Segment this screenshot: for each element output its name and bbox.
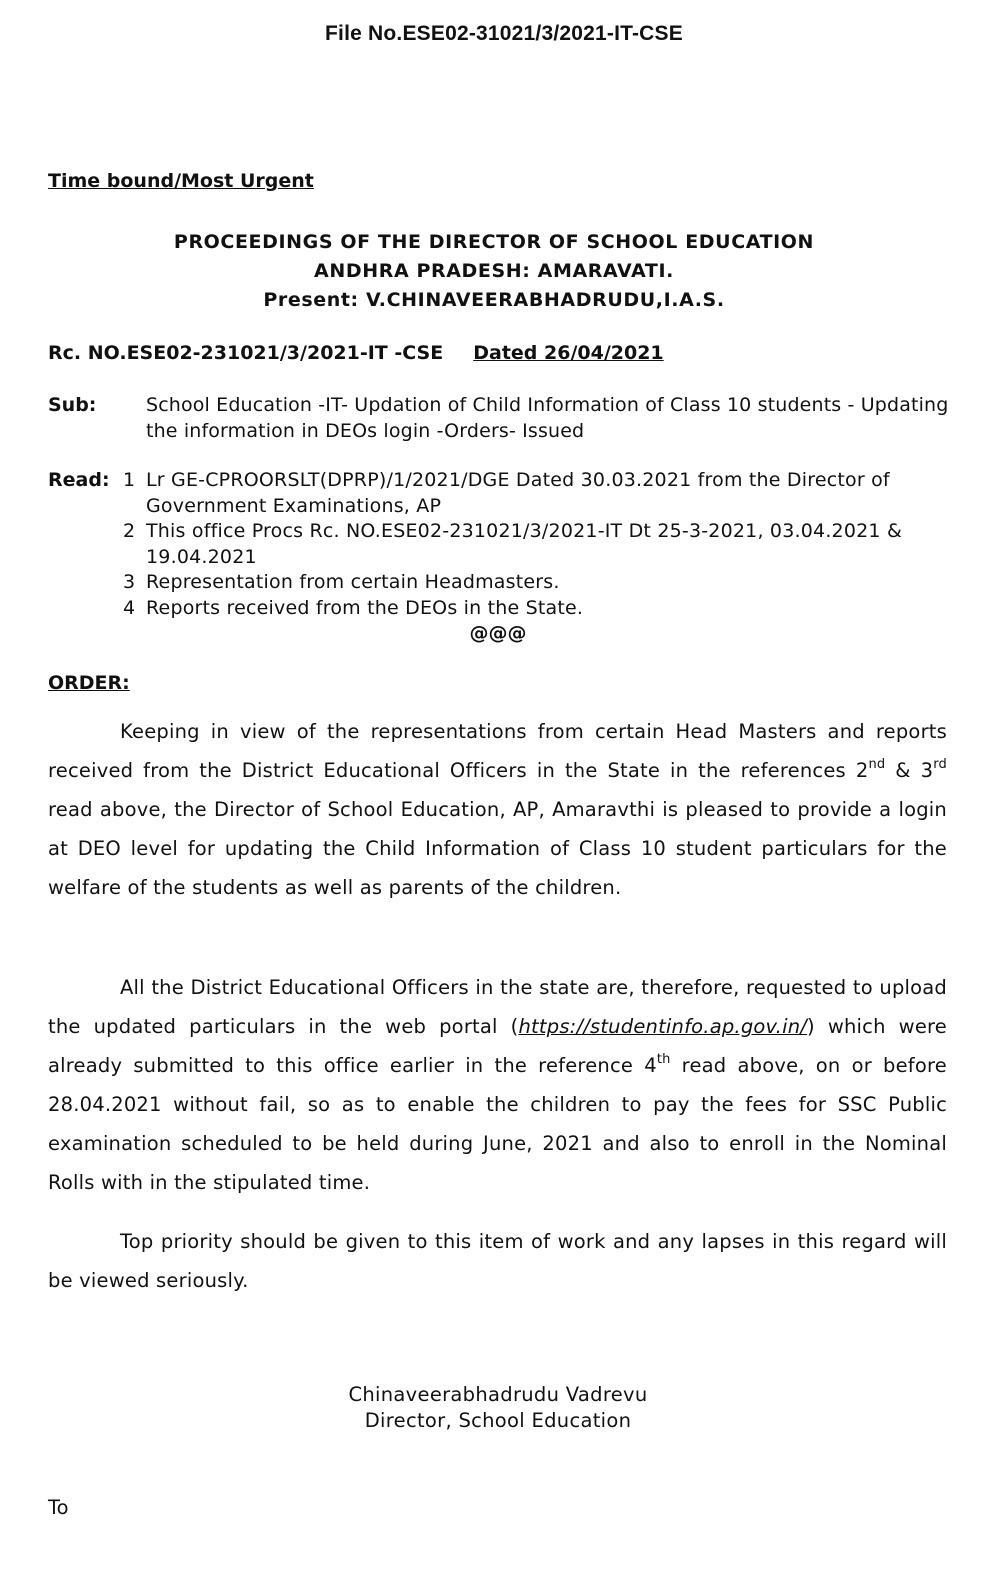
rc-date: Dated 26/04/2021 bbox=[473, 342, 664, 364]
to-label: To bbox=[48, 1496, 69, 1519]
read-item-text: Reports received from the DEOs in the State. bbox=[146, 596, 584, 619]
read-item-text: Lr GE-CPROORSLT(DPRP)/1/2021/DGE Dated 30.03.2021 from the Director of Government Examinations, AP bbox=[146, 469, 890, 517]
read-item-number: 2 bbox=[123, 520, 136, 542]
subject-label: Sub: bbox=[48, 394, 97, 416]
read-item bbox=[48, 519, 958, 570]
order-paragraph-2: All the District Educational Officers in the state are, therefore, requested to upload the updated particulars in the web portal (https://studentinfo.ap.gov.in/) which were already submitted to this office earlier in the reference 4th read above, on or before 28.04.2021 without fail, so as to enable the children to pay the fees for SSC Public examination scheduled to be held during June, 2021 and also to enroll in the Nominal Rolls with in the stipulated time. bbox=[48, 976, 948, 1194]
section-separator: @@@ bbox=[469, 622, 527, 644]
heading-line-2: ANDHRA PRADESH: AMARAVATI. bbox=[314, 260, 674, 282]
reference-line bbox=[48, 342, 664, 364]
signature-block bbox=[298, 1382, 698, 1434]
order-paragraph-3: Top priority should be given to this item of work and any lapses in this regard will be viewed seriously. bbox=[48, 1230, 947, 1292]
subject-block bbox=[48, 392, 958, 444]
subject-text: School Education -IT- Updation of Child Information of Class 10 students - Updating the information in DEOs login -Orders- Issued bbox=[146, 394, 949, 442]
signatory-name: Chinaveerabhadrudu Vadrevu bbox=[348, 1383, 648, 1406]
read-item-number: 1 bbox=[123, 469, 136, 491]
read-label: Read: bbox=[48, 469, 110, 491]
web-portal-link[interactable]: https://studentinfo.ap.gov.in/ bbox=[518, 1015, 808, 1038]
read-item-text: Representation from certain Headmasters. bbox=[146, 571, 560, 593]
heading-line-3: Present: V.CHINAVEERABHADRUDU,I.A.S. bbox=[263, 289, 725, 311]
proceedings-heading bbox=[0, 228, 988, 315]
file-number: File No.ESE02-31021/3/2021-IT-CSE bbox=[325, 22, 683, 45]
order-paragraph-1: Keeping in view of the representations from certain Head Masters and reports received from the District Educational Officers in the State in the references 2nd & 3rd read above, the Director of School Education, AP, Amaravthi is pleased to provide a login at DEO level for updating the Child Information of Class 10 student particulars for the welfare of the students as well as parents of the children. bbox=[48, 720, 947, 899]
read-item-text: This office Procs Rc. NO.ESE02-231021/3/2021-IT Dt 25-3-2021, 03.04.2021 & 19.04.2021 bbox=[146, 520, 902, 568]
order-heading: ORDER: bbox=[48, 672, 130, 694]
signatory-title: Director, School Education bbox=[364, 1409, 632, 1432]
read-item bbox=[48, 468, 958, 519]
rc-number: Rc. NO.ESE02-231021/3/2021-IT -CSE bbox=[48, 342, 444, 364]
priority-label: Time bound/Most Urgent bbox=[48, 170, 314, 192]
read-item-number: 4 bbox=[123, 596, 136, 619]
heading-line-1: PROCEEDINGS OF THE DIRECTOR OF SCHOOL EDUCATION bbox=[173, 231, 815, 253]
read-item bbox=[48, 570, 958, 596]
read-item-number: 3 bbox=[123, 571, 136, 593]
read-item bbox=[48, 596, 958, 622]
read-block bbox=[48, 468, 958, 621]
